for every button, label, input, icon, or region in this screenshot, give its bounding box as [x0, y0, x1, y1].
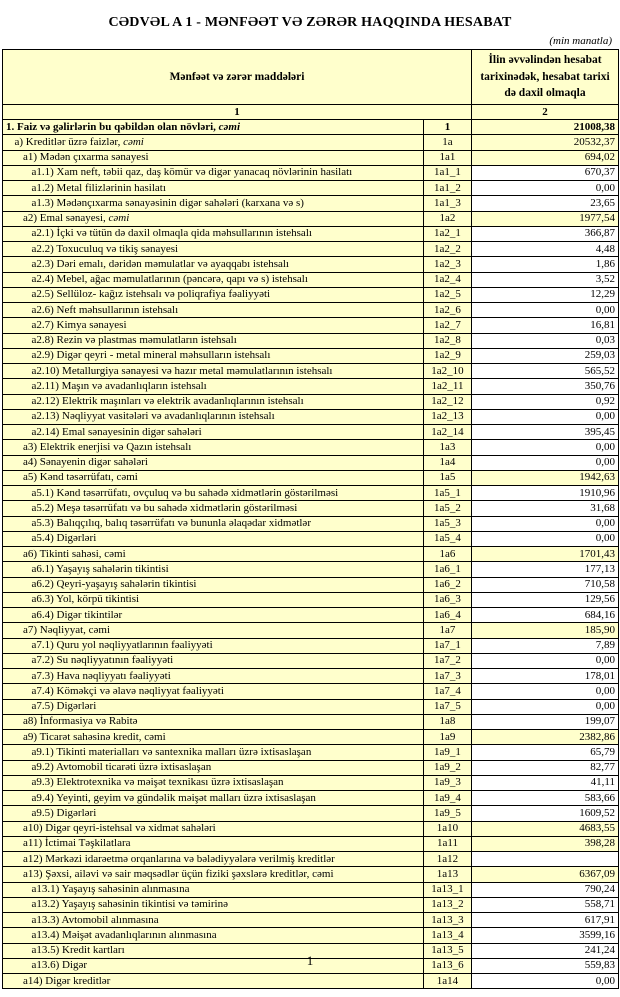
row-code: 1a6_4 [424, 608, 472, 623]
row-code: 1a14 [424, 974, 472, 989]
row-value [472, 852, 619, 867]
value-column-index: 2 [472, 105, 619, 120]
table-row [3, 394, 619, 409]
row-label: a10) Digər qeyri-istehsal və xidmət sahələri [3, 821, 424, 836]
table-row [3, 181, 619, 196]
row-value: 558,71 [472, 897, 619, 912]
page-title: CƏDVƏL A 1 - MƏNFƏƏT VƏ ZƏRƏR HAQQINDA HESABAT [108, 15, 512, 30]
row-value: 4683,55 [472, 821, 619, 836]
row-value: 0,00 [472, 516, 619, 531]
row-value: 559,83 [472, 958, 619, 973]
row-label: a5.2) Meşə təsərrüfatı və bu sahədə xidmətlərin göstərilməsi [3, 501, 424, 516]
row-label: a9.2) Avtomobil ticarəti üzrə ixtisaslaşan [3, 760, 424, 775]
row-label: a2.10) Metallurgiya sənayesi və hazır metal məmulatlarının istehsalı [3, 364, 424, 379]
row-value: 41,11 [472, 775, 619, 790]
table-row [3, 882, 619, 897]
table-row [3, 135, 619, 150]
table-row [3, 791, 619, 806]
row-label: a2.5) Sellüloz- kağız istehsalı və poliqrafiya fəaliyyəti [3, 287, 424, 302]
row-value: 2382,86 [472, 730, 619, 745]
row-code: 1a12 [424, 852, 472, 867]
row-code: 1a2_3 [424, 257, 472, 272]
row-value: 82,77 [472, 760, 619, 775]
table-row [3, 287, 619, 302]
table-row [3, 150, 619, 165]
row-value: 398,28 [472, 836, 619, 851]
row-value: 23,65 [472, 196, 619, 211]
table-row [3, 257, 619, 272]
row-code: 1a6_3 [424, 592, 472, 607]
row-label: a6.3) Yol, körpü tikintisi [3, 592, 424, 607]
row-value: 684,16 [472, 608, 619, 623]
row-code: 1a [424, 135, 472, 150]
row-label: a6) Tikinti sahəsi, cəmi [3, 547, 424, 562]
row-code: 1a2_13 [424, 409, 472, 424]
row-label: a13) Şəxsi, ailəvi və sair məqsədlər üçün fiziki şəxslərə kreditlər, cəmi [3, 867, 424, 882]
row-code: 1a13_4 [424, 928, 472, 943]
row-label: a2.11) Maşın və avadanlıqların istehsalı [3, 379, 424, 394]
table-row [3, 669, 619, 684]
row-code: 1a13_1 [424, 882, 472, 897]
table-row [3, 592, 619, 607]
row-value: 177,13 [472, 562, 619, 577]
row-label: a7.3) Hava nəqliyyatı fəaliyyəti [3, 669, 424, 684]
row-code: 1a2_10 [424, 364, 472, 379]
row-value: 129,56 [472, 592, 619, 607]
row-value: 694,02 [472, 150, 619, 165]
table-row [3, 318, 619, 333]
row-code: 1a1_3 [424, 196, 472, 211]
row-value: 395,45 [472, 425, 619, 440]
table-row [3, 638, 619, 653]
row-code: 1a2_9 [424, 348, 472, 363]
table-row [3, 333, 619, 348]
row-value: 4,48 [472, 242, 619, 257]
table-row [3, 806, 619, 821]
row-code: 1a2_2 [424, 242, 472, 257]
table-row [3, 440, 619, 455]
row-value: 0,92 [472, 394, 619, 409]
row-value: 565,52 [472, 364, 619, 379]
row-label: a1.1) Xam neft, təbii qaz, daş kömür və digər yanacaq növlərinin hasilatı [3, 165, 424, 180]
row-value: 241,24 [472, 943, 619, 958]
table-row [3, 455, 619, 470]
row-label: a2.7) Kimya sənayesi [3, 318, 424, 333]
row-code: 1a13_6 [424, 958, 472, 973]
table-row [3, 562, 619, 577]
row-value: 16,81 [472, 318, 619, 333]
table-row [3, 516, 619, 531]
row-value: 710,58 [472, 577, 619, 592]
report-table-body [3, 120, 619, 989]
row-label: a7.2) Su nəqliyyatının fəaliyyəti [3, 653, 424, 668]
row-label-emphasis: cəmi [123, 135, 144, 148]
row-code: 1a2_7 [424, 318, 472, 333]
row-label: a2.8) Rezin və plastmas məmulatların istehsalı [3, 333, 424, 348]
row-label: a1.2) Metal filizlərinin hasilatı [3, 181, 424, 196]
row-code: 1a13_2 [424, 897, 472, 912]
column-index-row [3, 105, 619, 120]
row-label: a2.9) Digər qeyri - metal mineral məhsulların istehsalı [3, 348, 424, 363]
table-row [3, 684, 619, 699]
row-label: a6.4) Digər tikintilər [3, 608, 424, 623]
table-row [3, 714, 619, 729]
row-value: 31,68 [472, 501, 619, 516]
row-label: a13.6) Digər [3, 958, 424, 973]
row-code: 1a13_5 [424, 943, 472, 958]
row-label-emphasis: cəmi [108, 212, 130, 225]
row-code: 1a2_1 [424, 226, 472, 241]
row-value: 1977,54 [472, 211, 619, 226]
table-row [3, 486, 619, 501]
row-code: 1a7 [424, 623, 472, 638]
row-code: 1a5_3 [424, 516, 472, 531]
row-value: 178,01 [472, 669, 619, 684]
row-code: 1a9 [424, 730, 472, 745]
row-label: a9.5) Digərləri [3, 806, 424, 821]
row-value: 1609,52 [472, 806, 619, 821]
table-row [3, 242, 619, 257]
row-label: a2.3) Dəri emalı, dəridən məmulatlar və ayaqqabı istehsalı [3, 257, 424, 272]
table-row [3, 470, 619, 485]
row-label: a12) Mərkəzi idarəetmə orqanlarına və bələdiyyələrə verilmiş kreditlər [3, 852, 424, 867]
row-label: a7.4) Köməkçi və əlavə nəqliyyat fəaliyyəti [3, 684, 424, 699]
table-row [3, 272, 619, 287]
row-label: a5.4) Digərləri [3, 531, 424, 546]
row-value: 0,00 [472, 974, 619, 989]
row-label: a9) Ticarət sahəsinə kredit, cəmi [3, 730, 424, 745]
row-code: 1a2_8 [424, 333, 472, 348]
row-label: a7) Nəqliyyat, cəmi [3, 623, 424, 638]
row-value: 0,00 [472, 409, 619, 424]
row-label: a7.1) Quru yol nəqliyyatlarının fəaliyyəti [3, 638, 424, 653]
row-label: a6.2) Qeyri-yaşayış sahələrin tikintisi [3, 577, 424, 592]
row-code: 1a3 [424, 440, 472, 455]
row-value: 0,00 [472, 684, 619, 699]
row-value: 0,00 [472, 181, 619, 196]
row-label: a5.3) Balıqçılıq, balıq təsərrüfatı və bununla əlaqədar xidmətlər [3, 516, 424, 531]
table-row [3, 821, 619, 836]
row-label: a9.3) Elektrotexnika və məişət texnikası üzrə ixtisaslaşan [3, 775, 424, 790]
row-label: a2.14) Emal sənayesinin digər sahələri [3, 425, 424, 440]
row-label: a2.1) İçki və tütün də daxil olmaqla qida məhsullarının istehsalı [3, 226, 424, 241]
row-label: a1.3) Mədənçıxarma sənayəsinin digər sahələri (karxana və s) [3, 196, 424, 211]
row-label: 1. Faiz və gəlirlərin bu qəbildən olan növləri, cəmi [3, 120, 424, 135]
row-code: 1a9_5 [424, 806, 472, 821]
row-value: 20532,37 [472, 135, 619, 150]
table-row [3, 836, 619, 851]
row-code: 1a2_11 [424, 379, 472, 394]
row-label: a1) Mədən çıxarma sənayesi [3, 150, 424, 165]
value-column-header: İlin əvvəlindən hesabat tarixinədək, hesabat tarixi də daxil olmaqla [472, 50, 619, 105]
row-value: 0,00 [472, 455, 619, 470]
row-label: a2.4) Mebel, ağac məmulatlarının (pəncərə, qapı və s) istehsalı [3, 272, 424, 287]
table-row [3, 348, 619, 363]
row-code: 1a9_4 [424, 791, 472, 806]
table-row [3, 531, 619, 546]
row-label: a6.1) Yaşayış sahələrin tikintisi [3, 562, 424, 577]
row-code: 1a9_3 [424, 775, 472, 790]
row-value: 1701,43 [472, 547, 619, 562]
row-code: 1a7_2 [424, 653, 472, 668]
row-label: a5) Kənd təsərrüfatı, cəmi [3, 470, 424, 485]
row-value: 12,29 [472, 287, 619, 302]
row-value: 7,89 [472, 638, 619, 653]
profit-loss-table [2, 49, 619, 989]
table-row [3, 745, 619, 760]
row-code: 1a2_14 [424, 425, 472, 440]
row-label: a) Kreditlər üzrə faizlər, cəmi [3, 135, 424, 150]
row-code: 1a1_2 [424, 181, 472, 196]
row-value: 0,00 [472, 440, 619, 455]
row-value: 1910,96 [472, 486, 619, 501]
row-label: a2.6) Neft məhsullarının istehsalı [3, 303, 424, 318]
row-code: 1a7_5 [424, 699, 472, 714]
row-value: 0,03 [472, 333, 619, 348]
row-value: 1,86 [472, 257, 619, 272]
row-code: 1a5_1 [424, 486, 472, 501]
row-label: a13.4) Məişət avadanlıqlarının alınmasına [3, 928, 424, 943]
row-label: a9.1) Tikinti materialları və santexnika malları üzrə ixtisaslaşan [3, 745, 424, 760]
table-row [3, 623, 619, 638]
table-header [3, 50, 619, 120]
row-code: 1a4 [424, 455, 472, 470]
row-value: 199,07 [472, 714, 619, 729]
items-column-index: 1 [3, 105, 472, 120]
table-row [3, 928, 619, 943]
table-row [3, 165, 619, 180]
table-row [3, 409, 619, 424]
row-code: 1a13 [424, 867, 472, 882]
table-row [3, 379, 619, 394]
row-label-emphasis: cəmi [218, 120, 241, 133]
table-row [3, 760, 619, 775]
row-value: 259,03 [472, 348, 619, 363]
row-label: a2.12) Elektrik maşınları və elektrik avadanlıqlarının istehsalı [3, 394, 424, 409]
row-label: a13.1) Yaşayış sahəsinin alınmasına [3, 882, 424, 897]
table-row [3, 775, 619, 790]
row-value: 3599,16 [472, 928, 619, 943]
table-row [3, 196, 619, 211]
row-code: 1a2_5 [424, 287, 472, 302]
row-code: 1a6_1 [424, 562, 472, 577]
row-code: 1a13_3 [424, 913, 472, 928]
row-label: a13.2) Yaşayış sahəsinin tikintisi və təmirinə [3, 897, 424, 912]
table-row [3, 364, 619, 379]
row-code: 1a7_4 [424, 684, 472, 699]
row-value: 350,76 [472, 379, 619, 394]
row-label: a5.1) Kənd təsərrüfatı, ovçuluq və bu sahədə xidmətlərin göstərilməsi [3, 486, 424, 501]
row-value: 790,24 [472, 882, 619, 897]
row-code: 1a11 [424, 836, 472, 851]
row-value: 617,91 [472, 913, 619, 928]
row-code: 1a7_1 [424, 638, 472, 653]
row-value: 1942,63 [472, 470, 619, 485]
row-value: 6367,09 [472, 867, 619, 882]
table-row [3, 211, 619, 226]
row-value: 3,52 [472, 272, 619, 287]
row-label: a11) İctimai Təşkilatlara [3, 836, 424, 851]
table-row [3, 120, 619, 135]
table-row [3, 852, 619, 867]
row-label: a8) İnformasiya və Rabitə [3, 714, 424, 729]
row-code: 1a1 [424, 150, 472, 165]
row-label: a13.5) Kredit kartları [3, 943, 424, 958]
table-row [3, 897, 619, 912]
row-code: 1a1_1 [424, 165, 472, 180]
table-row [3, 913, 619, 928]
row-label: a2.13) Nəqliyyat vasitələri və avadanlıqlarının istehsalı [3, 409, 424, 424]
row-code: 1a2 [424, 211, 472, 226]
row-value: 185,90 [472, 623, 619, 638]
table-row [3, 501, 619, 516]
row-value: 0,00 [472, 653, 619, 668]
table-row [3, 699, 619, 714]
row-label: a14) Digər kreditlər [3, 974, 424, 989]
row-code: 1a2_6 [424, 303, 472, 318]
header-row [3, 50, 619, 105]
row-label: a13.3) Avtomobil alınmasına [3, 913, 424, 928]
row-label: a2) Emal sənayesi, cəmi [3, 211, 424, 226]
table-row [3, 577, 619, 592]
items-column-header: Mənfəət və zərər maddələri [3, 50, 472, 105]
row-code: 1a9_2 [424, 760, 472, 775]
row-value: 670,37 [472, 165, 619, 180]
row-code: 1a2_12 [424, 394, 472, 409]
table-row [3, 867, 619, 882]
row-value: 0,00 [472, 303, 619, 318]
row-value: 0,00 [472, 699, 619, 714]
row-code: 1a5_4 [424, 531, 472, 546]
row-value: 21008,38 [472, 120, 619, 135]
row-code: 1a6_2 [424, 577, 472, 592]
row-value: 0,00 [472, 531, 619, 546]
row-value: 366,87 [472, 226, 619, 241]
row-label: a3) Elektrik enerjisi və Qazın istehsalı [3, 440, 424, 455]
row-value: 583,66 [472, 791, 619, 806]
row-label: a9.4) Yeyinti, geyim və gündəlik məişət malları üzrə ixtisaslaşan [3, 791, 424, 806]
table-row [3, 653, 619, 668]
table-row [3, 730, 619, 745]
row-code: 1 [424, 120, 472, 135]
row-code: 1a10 [424, 821, 472, 836]
row-code: 1a5_2 [424, 501, 472, 516]
row-code: 1a2_4 [424, 272, 472, 287]
row-code: 1a5 [424, 470, 472, 485]
row-code: 1a9_1 [424, 745, 472, 760]
row-label: a2.2) Toxuculuq və tikiş sənayesi [3, 242, 424, 257]
row-code: 1a8 [424, 714, 472, 729]
table-row [3, 608, 619, 623]
table-row [3, 547, 619, 562]
row-value: 65,79 [472, 745, 619, 760]
row-label: a4) Sənayenin digər sahələri [3, 455, 424, 470]
unit-note: (min manatla) [549, 35, 612, 47]
row-label: a7.5) Digərləri [3, 699, 424, 714]
table-row [3, 974, 619, 989]
page-number: 1 [306, 953, 314, 968]
row-code: 1a7_3 [424, 669, 472, 684]
table-row [3, 303, 619, 318]
row-code: 1a6 [424, 547, 472, 562]
table-row [3, 226, 619, 241]
table-row [3, 425, 619, 440]
